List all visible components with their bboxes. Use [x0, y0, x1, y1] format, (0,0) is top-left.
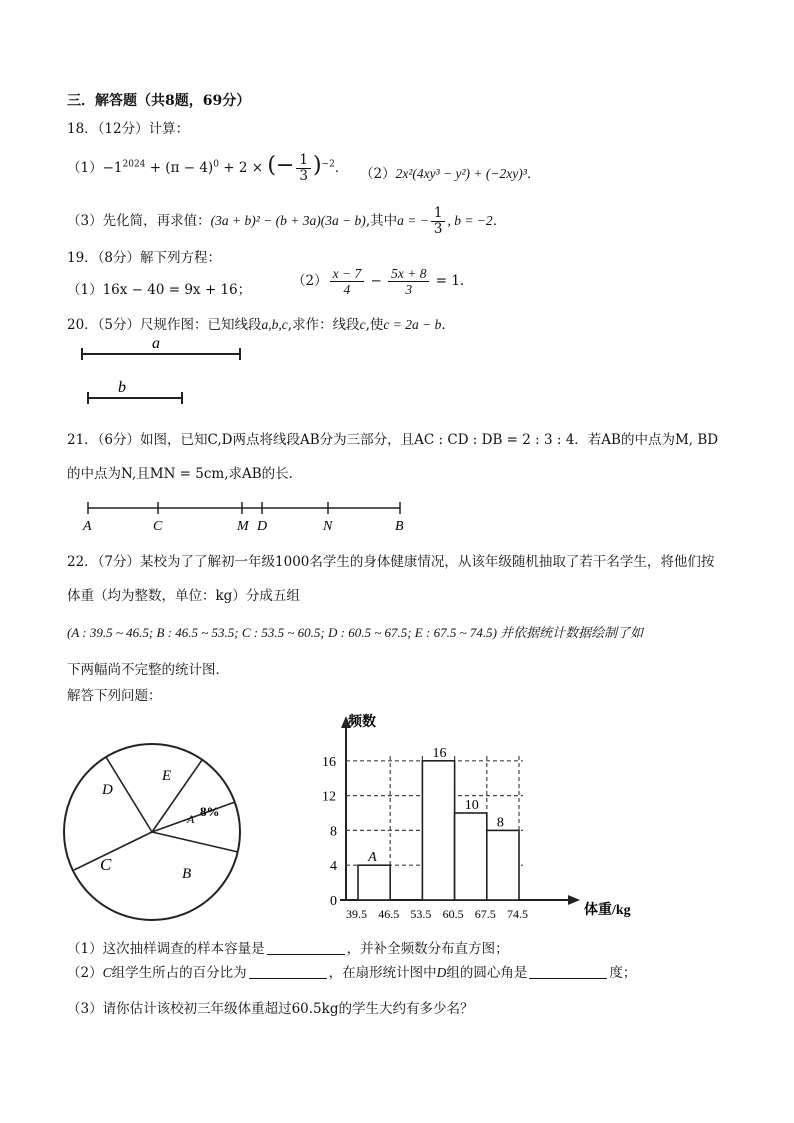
- q19-heading: 19．（8分）解下列方程：: [67, 250, 222, 266]
- q20-var-c: c: [359, 317, 366, 332]
- q18-p1-exp: 2024: [122, 159, 146, 170]
- q22-line2: 体重（均为整数，单位：kg）分成五组: [67, 588, 300, 604]
- q18-p2-label: （2）: [360, 166, 396, 182]
- q22-sub2-d: D: [436, 965, 447, 980]
- q19-p2-label: （2）: [292, 273, 328, 289]
- y-tick-0: 0: [330, 894, 337, 909]
- q18-p3-expr: (3a + b)² − (b + 3a)(3a − b): [210, 213, 366, 228]
- x-tick-39.5: 39.5: [346, 907, 367, 921]
- q22-sub3: （3）请你估计该校初三年级体重超过60.5kg的学生大约有多少名？: [67, 1001, 474, 1017]
- pie-label-e: E: [162, 768, 172, 784]
- q18-p1-label: （1）: [67, 160, 103, 176]
- q19-part1: （1）16x − 40 = 9x + 16；: [67, 282, 252, 298]
- point-label-a: A: [83, 519, 92, 534]
- q19-fraction-1: $\frac{x - 7}{4}$: [330, 266, 365, 297]
- q20-text-3: ,使: [365, 317, 384, 333]
- histogram-bar-1: [358, 865, 390, 900]
- histogram-x-ticks: [346, 907, 528, 921]
- q22-line3: (A : 39.5 ~ 46.5; B : 46.5 ~ 53.5; C : 53.5 ~ 60.5; D : 60.5 ~ 67.5; E : 67.5 ~ 74.5) 并依据统计数据绘制了如: [67, 625, 644, 640]
- q20-vars: a,b,c: [261, 317, 288, 332]
- q18-heading: 18．（12分）计算：: [67, 121, 190, 137]
- q18-p1-end: ．: [334, 160, 349, 176]
- q22-sub2-label: （2）: [67, 965, 103, 981]
- q18-p3-fraction: $\frac{1}{3}$: [431, 206, 446, 237]
- q18-part3: [67, 206, 506, 237]
- q20-expr: c = 2a − b: [383, 317, 442, 332]
- histogram-bar-3: [455, 813, 487, 900]
- point-label-c: C: [153, 519, 163, 534]
- x-tick-67.5: 67.5: [474, 907, 496, 921]
- bar-label-4: 8: [496, 815, 504, 831]
- q22-sub1-text-a: （1）这次抽样调查的样本容量是: [67, 941, 265, 957]
- pie-divider-1: [106, 757, 152, 832]
- pie-divider-2: [152, 760, 202, 832]
- q22-line1: 22．（7分）某校为了了解初一年级1000名学生的身体健康情况，从该年级随机抽取了若干名学生，将他们按: [67, 554, 715, 570]
- q22-sub2-text-b: 组学生所占的百分比为: [111, 965, 247, 981]
- q18-p1-expr: −1: [102, 160, 123, 176]
- point-label-m: M: [237, 519, 249, 534]
- q21-line1: 21．（6分）如图，已知C,D两点将线段AB分为三部分，且AC : CD : DB = 2 : 3 : 4．若AB的中点为M, BD: [67, 432, 719, 448]
- q18-part1: [67, 153, 348, 184]
- answer-blank-1[interactable]: [267, 940, 345, 955]
- q21-points: [82, 502, 404, 534]
- answer-blank-2[interactable]: [249, 964, 327, 979]
- x-tick-74.5: 74.5: [507, 907, 528, 921]
- bar-label-3: 10: [464, 798, 479, 813]
- q22-sub2-c: C: [102, 965, 112, 980]
- q20-text-2: ,求作：线段: [287, 317, 360, 333]
- q18-p1-fraction: $\frac{1}{3}$: [296, 153, 311, 184]
- point-label-b: B: [395, 519, 404, 534]
- q20-text-1: 20．（5分）尺规作图：已知线段: [67, 317, 262, 333]
- q18-p3-label: （3）先化简，再求值：: [67, 213, 211, 229]
- x-axis-arrow: [568, 895, 580, 905]
- segment-a-label: a: [152, 335, 160, 352]
- point-label-d: D: [257, 519, 268, 534]
- pie-chart: [60, 740, 250, 930]
- pie-label-c: C: [100, 855, 112, 874]
- y-axis-title: 频数: [348, 715, 376, 730]
- q18-p1-paren-close: ): [312, 153, 322, 178]
- histogram-chart: [318, 712, 648, 927]
- q22-sub1-text-b: ，并补全频数分布直方图；: [346, 941, 509, 957]
- q18-p2-expr: 2x²(4xy³ − y²) + (−2xy)³．: [395, 166, 541, 181]
- segment-b-label: b: [118, 379, 126, 396]
- q18-p3-b: , b = −2．: [447, 213, 507, 228]
- q20-segments-figure: [70, 330, 260, 410]
- q18-p1-exp2: −2: [321, 159, 335, 170]
- histogram-bar-2: [422, 761, 454, 900]
- q19-minus: −: [366, 273, 387, 289]
- q18-p1-paren-open: (−: [267, 153, 295, 178]
- x-tick-60.5: 60.5: [442, 907, 464, 921]
- pie-label-a-percent: 8%: [200, 804, 220, 819]
- q22-line4: 下两幅尚不完整的统计图．: [67, 662, 229, 678]
- histogram-bars: [358, 746, 519, 900]
- q22-sub2-text-g: 度；: [609, 965, 637, 981]
- bar-label-2: 16: [432, 745, 447, 761]
- section-title: 三．解答题（共8题，69分）: [67, 93, 251, 109]
- q22-sub2-text-f: 组的圆心角是: [446, 965, 528, 981]
- x-tick-46.5: 46.5: [378, 907, 400, 921]
- q21-line2: 的中点为N,且MN = 5cm,求AB的长．: [67, 466, 303, 482]
- histogram-bar-4: [487, 830, 519, 900]
- point-label-n: N: [323, 519, 333, 534]
- q22-sub1: [67, 937, 509, 957]
- q18-p3-a: a = −: [397, 213, 429, 228]
- x-axis-title: 体重/kg: [584, 903, 631, 918]
- q19-part2: [292, 266, 473, 297]
- pie-divider-4: [152, 832, 238, 852]
- histogram-y-ticks: [322, 755, 337, 909]
- q18-p1-rest: + (π − 4): [145, 160, 214, 176]
- q21-line-figure: [70, 496, 420, 536]
- y-tick-4: 4: [330, 859, 337, 875]
- pie-label-a: A: [187, 812, 195, 826]
- q19-fraction-2: $\frac{5x + 8}{3}$: [388, 266, 429, 297]
- q22-sub2: [67, 961, 636, 981]
- q19-end: = 1．: [431, 273, 474, 289]
- y-tick-12: 12: [322, 789, 336, 805]
- q22-sub2-text-d: ，在扇形统计图中: [328, 965, 437, 981]
- q22-line5: 解答下列问题：: [67, 688, 162, 704]
- bar-label-1: A: [368, 850, 377, 866]
- answer-blank-3[interactable]: [529, 964, 607, 979]
- y-tick-16: 16: [322, 754, 336, 770]
- pie-divider-5: [74, 832, 152, 870]
- y-tick-8: 8: [330, 824, 337, 840]
- q20-end: ．: [441, 317, 455, 333]
- q18-part2: [360, 162, 540, 182]
- q18-p1-rest2: + 2 ×: [218, 160, 268, 176]
- pie-label-b: B: [182, 866, 192, 882]
- x-tick-53.5: 53.5: [410, 907, 432, 921]
- q18-p3-mid: ,其中: [365, 213, 398, 229]
- q18-p1-exp0: 0: [213, 159, 219, 170]
- pie-label-d: D: [102, 782, 113, 798]
